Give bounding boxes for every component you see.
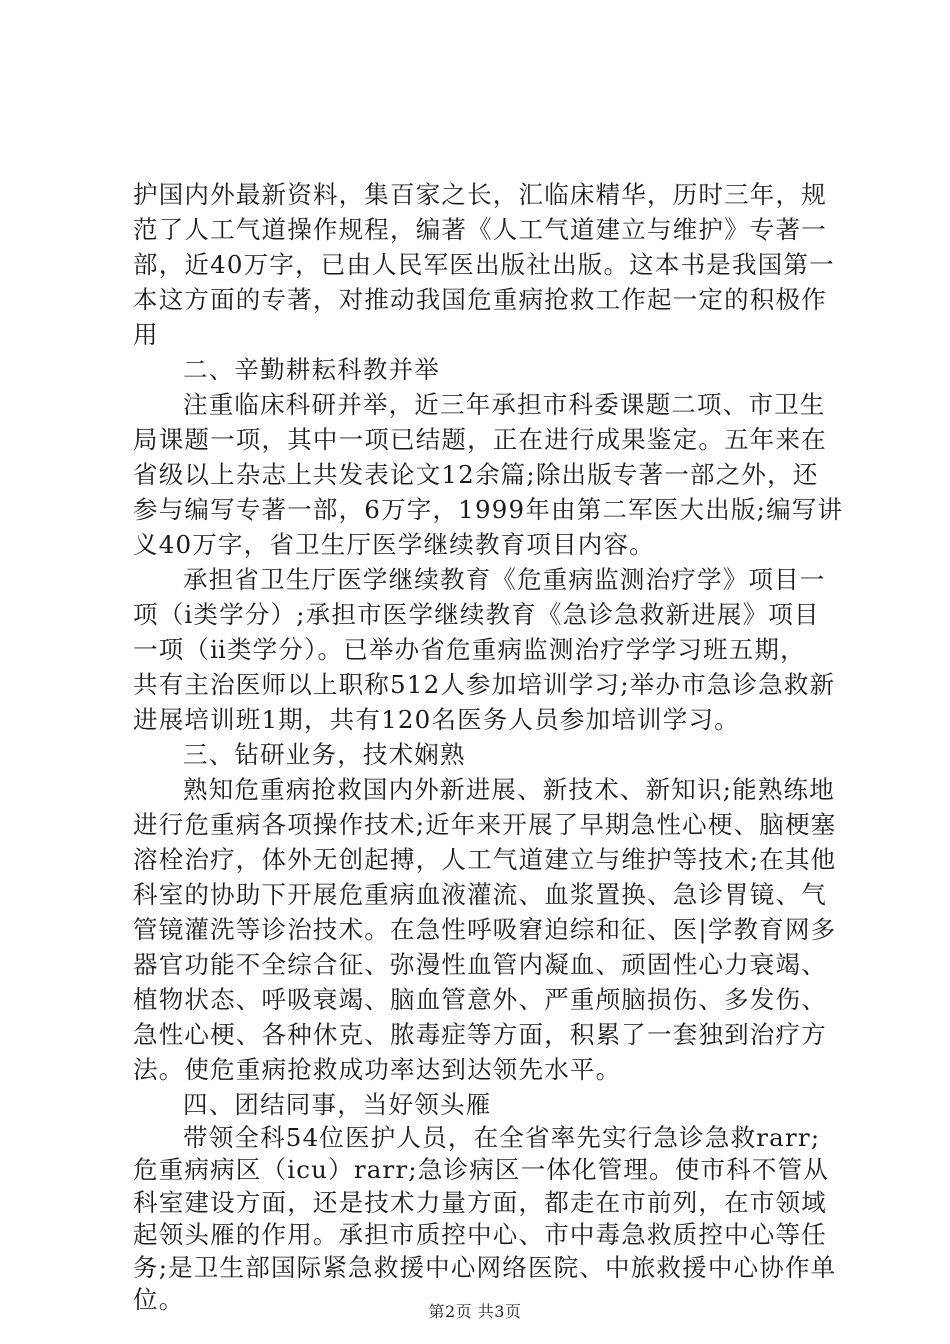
text-line: 植物状态、呼吸衰竭、脑血管意外、严重颅脑损伤、多发伤、 — [133, 985, 827, 1014]
text-line: 进展培训班1期，共有120名医务人员参加培训学习。 — [133, 705, 740, 734]
page-footer: 第2页 共3页 — [428, 1302, 522, 1321]
text-line: 省级以上杂志上共发表论文12余篇;除出版专著一部之外，还 — [133, 460, 819, 489]
text-line: 进行危重病各项操作技术;近年来开展了早期急性心梗、脑梗塞 — [133, 810, 837, 839]
text-line: 共有主治医师以上职称512人参加培训学习;举办市急诊急救新 — [133, 670, 836, 699]
text-line: 范了人工气道操作规程，编著《人工气道建立与维护》专著一 — [133, 215, 827, 244]
text-line: 器官功能不全综合征、弥漫性血管内凝血、顽固性心力衰竭、 — [133, 950, 827, 979]
text-line: 带领全科54位医护人员，在全省率先实行急诊急救rarr; — [183, 1122, 821, 1152]
text-line: 位。 — [133, 1285, 185, 1314]
section-heading: 二、辛勤耕耘科教并举 — [183, 355, 440, 384]
text-line: 科室的协助下开展危重病血液灌流、血浆置换、急诊胃镜、气 — [133, 880, 827, 909]
text-line: 管镜灌洗等诊治技术。在急性呼吸窘迫综和征、医|学教育网多 — [133, 915, 837, 944]
text-line: 危重病病区（icu）rarr;急诊病区一体化管理。使市科不管从 — [133, 1155, 830, 1184]
text-line: 用 — [133, 320, 159, 349]
section-heading: 四、团结同事，当好领头雁 — [183, 1090, 492, 1119]
text-line: 科室建设方面，还是技术力量方面，都走在市前列，在市领域 — [133, 1187, 827, 1217]
text-line: 护国内外最新资料，集百家之长，汇临床精华，历时三年，规 — [133, 180, 827, 209]
text-line: 法。使危重病抢救成功率达到达领先水平。 — [133, 1055, 622, 1084]
text-line: 项（ⅰ类学分）;承担市医学继续教育《急诊急救新进展》项目 — [133, 600, 820, 629]
text-line: 一项（ⅱ类学分）。已举办省危重病监测治疗学学习班五期， — [133, 635, 806, 664]
text-line: 部，近40万字，已由人民军医出版社出版。这本书是我国第一 — [133, 250, 835, 279]
text-line: 起领头雁的作用。承担市质控中心、市中毒急救质控中心等任 — [133, 1220, 827, 1249]
text-line: 注重临床科研并举，近三年承担市科委课题二项、市卫生 — [183, 390, 826, 419]
text-line: 参与编写专著一部，6万字，1999年由第二军医大出版;编写讲 — [133, 495, 844, 524]
section-heading: 三、钻研业务，技术娴熟 — [183, 740, 466, 769]
text-line: 义40万字，省卫生厅医学继续教育项目内容。 — [133, 530, 655, 559]
text-line: 熟知危重病抢救国内外新进展、新技术、新知识;能熟练地 — [183, 775, 835, 804]
text-line: 本这方面的专著，对推动我国危重病抢救工作起一定的积极作 — [133, 285, 827, 314]
text-line: 溶栓治疗，体外无创起搏，人工气道建立与维护等技术;在其他 — [133, 845, 837, 874]
text-line: 务;是卫生部国际紧急救援中心网络医院、中旅救援中心协作单 — [133, 1252, 837, 1282]
text-line: 急性心梗、各种休克、脓毒症等方面，积累了一套独到治疗方 — [133, 1020, 827, 1049]
text-line: 承担省卫生厅医学继续教育《危重病监测治疗学》项目一 — [183, 565, 826, 594]
text-line: 局课题一项，其中一项已结题，正在进行成果鉴定。五年来在 — [133, 425, 827, 454]
